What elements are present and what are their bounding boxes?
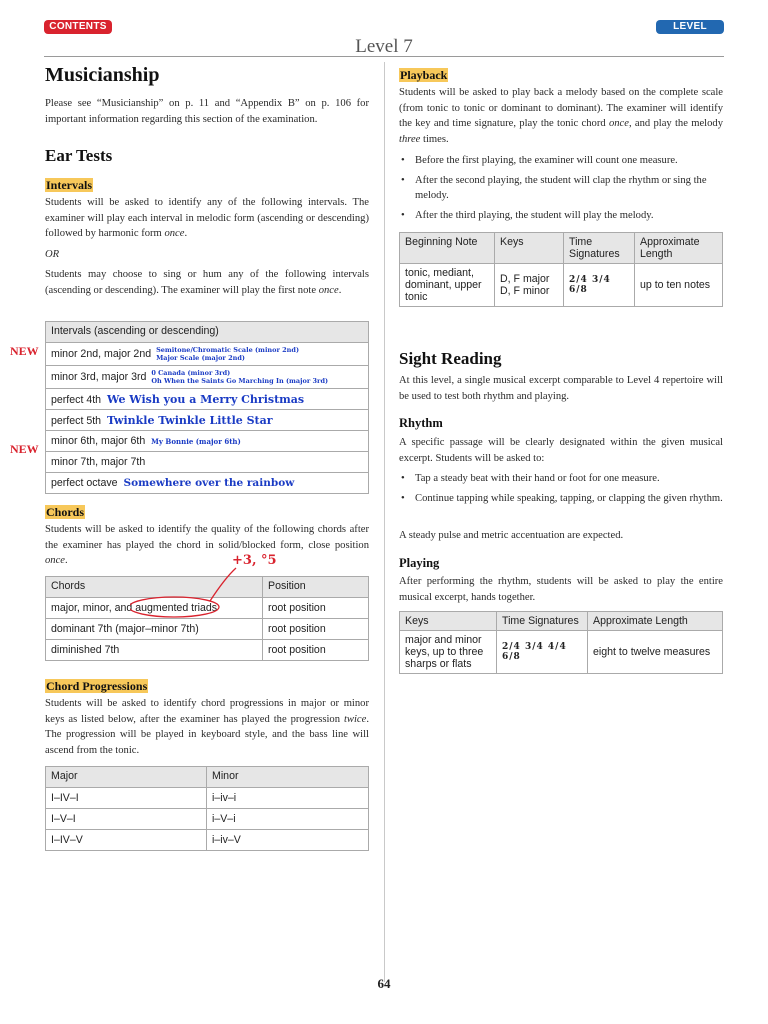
progressions-table <box>45 766 369 851</box>
table-row <box>46 830 369 851</box>
intervals-or: OR <box>45 249 60 260</box>
header-rule <box>44 56 724 57</box>
table-row <box>400 631 723 674</box>
table-row <box>46 809 369 830</box>
major-cell: I–IV–V <box>46 830 207 851</box>
beginning-note-cell: tonic, mediant, dominant, upper tonic <box>400 264 495 307</box>
minor-cell: i–iv–V <box>207 830 369 851</box>
table-row <box>46 452 369 473</box>
table-row <box>46 640 369 661</box>
position-cell: root position <box>263 598 369 619</box>
rhythm-list <box>399 471 723 510</box>
chord-cell: major, minor, and augmented triads <box>46 598 263 619</box>
playing-text: After performing the rhythm, students will be asked to play the entire musical excerpt, hands together. <box>399 576 723 603</box>
sight-reading-table <box>399 611 723 674</box>
major-cell: I–IV–I <box>46 788 207 809</box>
contents-button[interactable]: CONTENTS <box>44 20 112 34</box>
chord-progressions-text: Students will be asked to identify chord progressions in major or minor keys as listed below, after the examiner has played the progression twice. The progression will be played in keyboard style, and the bass line will ascend from the tonic. <box>45 698 369 756</box>
minor-cell: i–V–i <box>207 809 369 830</box>
rhythm-title: Rhythm <box>399 416 443 430</box>
position-header: Position <box>263 577 369 598</box>
interval-label: perfect 5th <box>51 414 102 427</box>
handwritten-note: My Bonnie (major 6th) <box>151 437 241 446</box>
table-row <box>46 431 369 452</box>
keys-cell: D, F major D, F minor <box>495 264 564 307</box>
time-signatures-header: Time Signatures <box>564 233 635 264</box>
intervals-table-header: Intervals (ascending or descending) <box>46 322 369 343</box>
table-row <box>400 264 723 307</box>
rhythm-note: A steady pulse and metric accentuation are expected. <box>399 530 624 541</box>
major-header: Major <box>46 767 207 788</box>
chord-cell: dominant 7th (major–minor 7th) <box>46 619 263 640</box>
position-cell: root position <box>263 619 369 640</box>
intervals-table <box>45 321 369 494</box>
time-signatures-header: Time Signatures <box>497 612 588 631</box>
table-row <box>46 788 369 809</box>
interval-label: minor 2nd, major 2nd <box>51 347 152 360</box>
interval-label: minor 3rd, major 3rd <box>51 370 147 383</box>
list-item: • Tap a steady beat with their hand or foot for one measure. <box>399 471 723 487</box>
playback-text: Students will be asked to play back a melody based on the complete scale (from tonic to tonic or dominant to dominant). The examiner will identify the key and time signature, play the tonic chord once, and play the melody three times. <box>399 87 723 145</box>
column-divider <box>384 62 385 982</box>
sight-reading-intro: At this level, a single musical excerpt comparable to Level 4 repertoire will be used to test both rhythm and playing. <box>399 375 723 402</box>
table-row <box>46 410 369 431</box>
playing-title: Playing <box>399 556 440 570</box>
annotation-circle-icon <box>130 560 260 620</box>
length-cell: eight to twelve measures <box>588 631 723 674</box>
handwritten-note: 0 Canada (minor 3rd) Oh When the Saints Go Marching In (major 3rd) <box>151 369 329 385</box>
approximate-length-header: Approximate Length <box>588 612 723 631</box>
interval-label: perfect octave <box>51 477 118 489</box>
intervals-heading: Intervals <box>46 178 92 192</box>
chords-heading: Chords <box>46 505 85 519</box>
playback-list <box>399 153 723 227</box>
playback-table <box>399 232 723 307</box>
level-button[interactable]: LEVEL <box>656 20 724 34</box>
interval-label: perfect 4th <box>51 393 102 406</box>
list-item: • After the second playing, the student will clap the rhythm or sing the melody. <box>399 173 723 204</box>
chord-progressions-heading: Chord Progressions <box>46 679 148 693</box>
list-item: • Continue tapping while speaking, tapping, or clapping the given rhythm. <box>399 491 723 507</box>
beginning-note-header: Beginning Note <box>400 233 495 264</box>
handwritten-note: We Wish you a Merry Christmas <box>107 392 305 406</box>
table-row <box>46 619 369 640</box>
musicianship-title: Musicianship <box>45 64 160 86</box>
handwritten-note: Semitone/Chromatic Scale (minor 2nd) Major Scale (major 2nd) <box>156 346 300 362</box>
chords-text: Students will be asked to identify the quality of the following chords after the examiner has played the chord in solid/blocked form, close position once. <box>45 524 369 567</box>
keys-cell: major and minor keys, up to three sharps or flats <box>400 631 497 674</box>
sight-reading-title: Sight Reading <box>399 349 502 368</box>
table-row <box>46 366 369 389</box>
list-item: • Before the first playing, the examiner will count one measure. <box>399 153 723 169</box>
rhythm-text: A specific passage will be clearly designated within the given musical excerpt. Students will be asked to: <box>399 437 723 464</box>
minor-cell: i–iv–i <box>207 788 369 809</box>
playback-heading: Playback <box>400 68 448 82</box>
keys-header: Keys <box>495 233 564 264</box>
page-number: 64 <box>377 976 391 991</box>
intervals-text: Students will be asked to identify any of the following intervals. The examiner will play each interval in melodic form (ascending or descending) followed by harmonic form once. <box>45 197 369 240</box>
intervals-text-sing: Students may choose to sing or hum any of the following intervals (ascending or descending). The examiner will play the first note once. <box>45 269 369 296</box>
table-row <box>46 473 369 494</box>
time-signatures-cell: 2/4 3/4 6/8 <box>564 264 635 307</box>
table-row <box>46 389 369 410</box>
handwritten-note: Somewhere over the rainbow <box>123 477 295 489</box>
interval-label: minor 7th, major 7th <box>51 456 146 468</box>
time-signatures-cell: 2/4 3/4 4/4 6/8 <box>497 631 588 674</box>
ear-tests-title: Ear Tests <box>45 146 113 165</box>
minor-header: Minor <box>207 767 369 788</box>
new-mark: NEW <box>10 442 39 456</box>
list-item: • After the third playing, the student will play the melody. <box>399 208 723 224</box>
table-row <box>46 343 369 366</box>
length-cell: up to ten notes <box>635 264 723 307</box>
approximate-length-header: Approximate Length <box>635 233 723 264</box>
annotation-aug-dim: +3, °5 <box>232 553 277 568</box>
major-cell: I–V–I <box>46 809 207 830</box>
keys-header: Keys <box>400 612 497 631</box>
chord-cell: diminished 7th <box>46 640 263 661</box>
position-cell: root position <box>263 640 369 661</box>
handwritten-note: Twinkle Twinkle Little Star <box>107 413 273 427</box>
interval-label: minor 6th, major 6th <box>51 435 146 447</box>
new-mark: NEW <box>10 344 39 358</box>
chords-header: Chords <box>46 577 263 598</box>
page-title: Level 7 <box>355 36 413 57</box>
musicianship-intro: Please see “Musicianship” on p. 11 and “Appendix B” on p. 106 for important information regarding this section of the examination. <box>45 98 369 125</box>
